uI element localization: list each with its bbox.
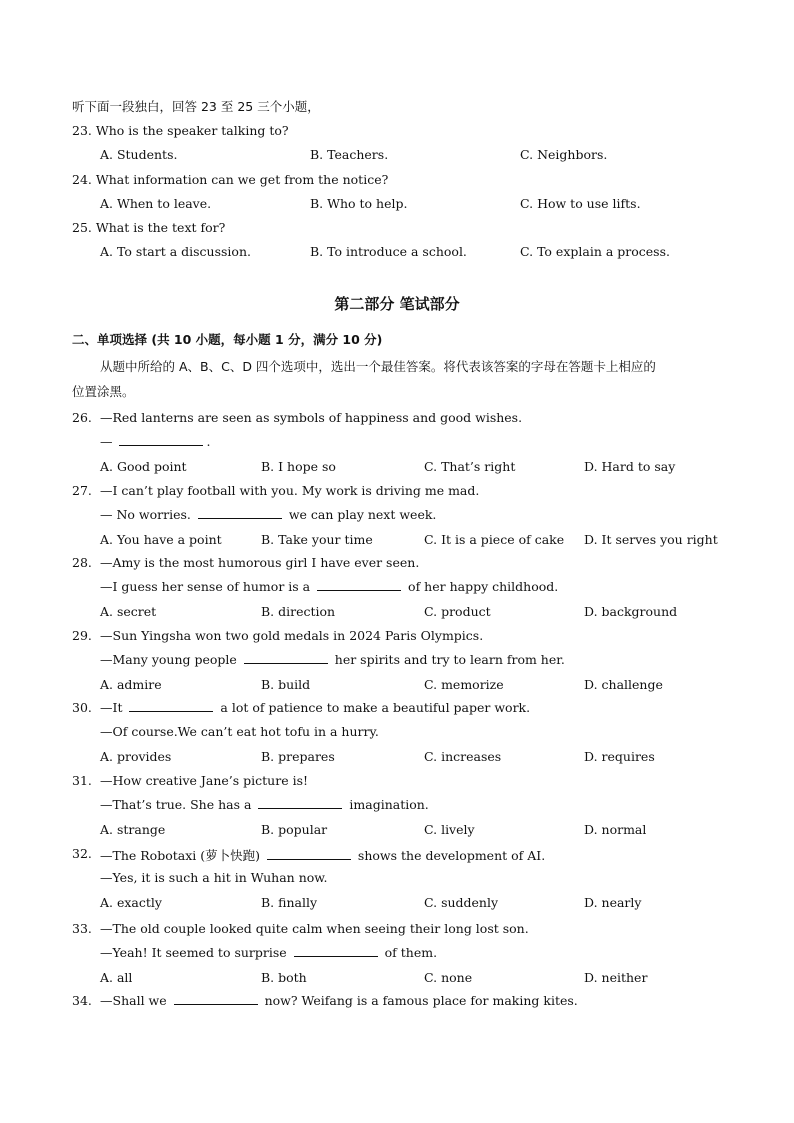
listening-intro: 听下面一段独白，回答 23 至 25 三个小题， bbox=[72, 99, 320, 114]
option-d[interactable]: D. challenge bbox=[584, 677, 663, 692]
option-23-b[interactable]: B. Teachers. bbox=[310, 147, 389, 162]
option-24-c[interactable]: C. How to use lifts. bbox=[520, 196, 641, 211]
option-d[interactable]: D. nearly bbox=[584, 895, 642, 910]
option-24-b[interactable]: B. Who to help. bbox=[310, 196, 408, 211]
option-24-a[interactable]: A. When to leave. bbox=[100, 196, 212, 211]
question-text: of them. bbox=[380, 945, 438, 960]
part2-title: 第二部分 笔试部分 bbox=[334, 295, 460, 313]
option-d[interactable]: D. Hard to say bbox=[584, 459, 676, 474]
option-c[interactable]: C. increases bbox=[424, 749, 502, 764]
question-text: we can play next week. bbox=[284, 507, 437, 522]
question-text: — No worries. bbox=[100, 507, 195, 522]
answer-blank[interactable] bbox=[129, 700, 213, 712]
question-number: 31. bbox=[72, 773, 92, 788]
question-stem-24: 24. What information can we get from the notice? bbox=[72, 172, 389, 187]
option-d[interactable]: D. background bbox=[584, 604, 678, 619]
question-number: 26. bbox=[72, 410, 92, 425]
question-text: —Red lanterns are seen as symbols of happiness and good wishes. bbox=[100, 410, 523, 425]
option-d[interactable]: D. neither bbox=[584, 970, 648, 985]
question-number: 32. bbox=[72, 846, 92, 861]
option-b[interactable]: B. finally bbox=[261, 895, 318, 910]
question-line-1 bbox=[100, 410, 522, 425]
question-line-1 bbox=[100, 921, 529, 936]
question-text: of her happy childhood. bbox=[404, 579, 559, 594]
question-text: —Yeah! It seemed to surprise bbox=[100, 945, 291, 960]
option-b[interactable]: B. Take your time bbox=[261, 532, 373, 547]
option-23-c[interactable]: C. Neighbors. bbox=[520, 147, 608, 162]
question-line-1 bbox=[100, 483, 479, 498]
instruction-line-2: 位置涂黑。 bbox=[72, 384, 135, 399]
instruction-line-1: 从题中所给的 A、B、C、D 四个选项中，选出一个最佳答案。将代表该答案的字母在答题卡上相应的 bbox=[100, 359, 656, 374]
question-text: —I guess her sense of humor is a bbox=[100, 579, 315, 594]
option-25-a[interactable]: A. To start a discussion. bbox=[100, 244, 251, 259]
question-text: —The old couple looked quite calm when seeing their long lost son. bbox=[100, 921, 529, 936]
option-a[interactable]: A. admire bbox=[100, 677, 162, 692]
option-b[interactable]: B. direction bbox=[261, 604, 336, 619]
question-text: —Yes, it is such a hit in Wuhan now. bbox=[100, 870, 328, 885]
question-line-1 bbox=[100, 700, 530, 715]
question-text: —Sun Yingsha won two gold medals in 2024 Paris Olympics. bbox=[100, 628, 484, 643]
option-a[interactable]: A. exactly bbox=[100, 895, 162, 910]
answer-blank[interactable] bbox=[198, 507, 282, 519]
option-b[interactable]: B. both bbox=[261, 970, 307, 985]
option-c[interactable]: C. lively bbox=[424, 822, 475, 837]
option-d[interactable]: D. requires bbox=[584, 749, 655, 764]
question-line-2 bbox=[100, 507, 436, 522]
question-number: 27. bbox=[72, 483, 92, 498]
question-text: —How creative Jane’s picture is! bbox=[100, 773, 309, 788]
option-a[interactable]: A. You have a point bbox=[100, 532, 222, 547]
question-text: —Amy is the most humorous girl I have ever seen. bbox=[100, 555, 420, 570]
question-line-2 bbox=[100, 945, 437, 960]
question-stem-25: 25. What is the text for? bbox=[72, 220, 226, 235]
question-stem-23: 23. Who is the speaker talking to? bbox=[72, 123, 289, 138]
option-a[interactable]: A. all bbox=[100, 970, 133, 985]
option-b[interactable]: B. build bbox=[261, 677, 311, 692]
option-c[interactable]: C. product bbox=[424, 604, 491, 619]
option-c[interactable]: C. none bbox=[424, 970, 473, 985]
question-number: 30. bbox=[72, 700, 92, 715]
option-b[interactable]: B. prepares bbox=[261, 749, 335, 764]
option-c[interactable]: C. It is a piece of cake bbox=[424, 532, 565, 547]
question-line-2 bbox=[100, 797, 429, 812]
option-c[interactable]: C. memorize bbox=[424, 677, 504, 692]
question-text: a lot of patience to make a beautiful paper work. bbox=[216, 700, 531, 715]
answer-blank[interactable] bbox=[119, 434, 203, 446]
question-line-2 bbox=[100, 870, 327, 885]
question-line-1 bbox=[100, 846, 545, 864]
question-text: —That’s true. She has a bbox=[100, 797, 256, 812]
option-23-a[interactable]: A. Students. bbox=[100, 147, 178, 162]
option-b[interactable]: B. I hope so bbox=[261, 459, 336, 474]
question-text: shows the development of AI. bbox=[353, 848, 546, 863]
question-text: —It bbox=[100, 700, 127, 715]
option-a[interactable]: A. Good point bbox=[100, 459, 187, 474]
question-text: her spirits and try to learn from her. bbox=[330, 652, 565, 667]
question-line-1 bbox=[100, 993, 578, 1008]
answer-blank[interactable] bbox=[244, 652, 328, 664]
question-number: 33. bbox=[72, 921, 92, 936]
option-c[interactable]: C. suddenly bbox=[424, 895, 499, 910]
question-number: 28. bbox=[72, 555, 92, 570]
question-text: —Many young people bbox=[100, 652, 241, 667]
answer-blank[interactable] bbox=[258, 797, 342, 809]
option-25-c[interactable]: C. To explain a process. bbox=[520, 244, 670, 259]
question-text: — bbox=[100, 434, 117, 449]
question-text: —Shall we bbox=[100, 993, 171, 1008]
question-text: . bbox=[206, 434, 211, 449]
answer-blank[interactable] bbox=[317, 579, 401, 591]
question-line-1 bbox=[100, 628, 483, 643]
question-line-1 bbox=[100, 773, 308, 788]
question-text: —I can’t play football with you. My work is driving me mad. bbox=[100, 483, 480, 498]
answer-blank[interactable] bbox=[174, 993, 258, 1005]
option-c[interactable]: C. That’s right bbox=[424, 459, 516, 474]
option-25-b[interactable]: B. To introduce a school. bbox=[310, 244, 467, 259]
option-d[interactable]: D. normal bbox=[584, 822, 647, 837]
question-line-1 bbox=[100, 555, 419, 570]
section-heading: 二、单项选择 (共 10 小题，每小题 1 分，满分 10 分) bbox=[72, 332, 383, 347]
question-text: —Of course.We can’t eat hot tofu in a hurry. bbox=[100, 724, 379, 739]
question-text: now? Weifang is a famous place for making kites. bbox=[260, 993, 578, 1008]
question-text: imagination. bbox=[345, 797, 429, 812]
option-a[interactable]: A. provides bbox=[100, 749, 172, 764]
question-number: 29. bbox=[72, 628, 92, 643]
question-text: —The Robotaxi (萝卜快跑) bbox=[100, 848, 264, 863]
option-a[interactable]: A. secret bbox=[100, 604, 157, 619]
answer-blank[interactable] bbox=[294, 945, 378, 957]
answer-blank[interactable] bbox=[267, 848, 351, 860]
question-line-2 bbox=[100, 434, 210, 449]
option-b[interactable]: B. popular bbox=[261, 822, 328, 837]
question-line-2 bbox=[100, 652, 565, 667]
option-a[interactable]: A. strange bbox=[100, 822, 166, 837]
question-number: 34. bbox=[72, 993, 92, 1008]
question-line-2 bbox=[100, 579, 558, 594]
option-d[interactable]: D. It serves you right bbox=[584, 532, 718, 547]
question-line-2 bbox=[100, 724, 379, 739]
